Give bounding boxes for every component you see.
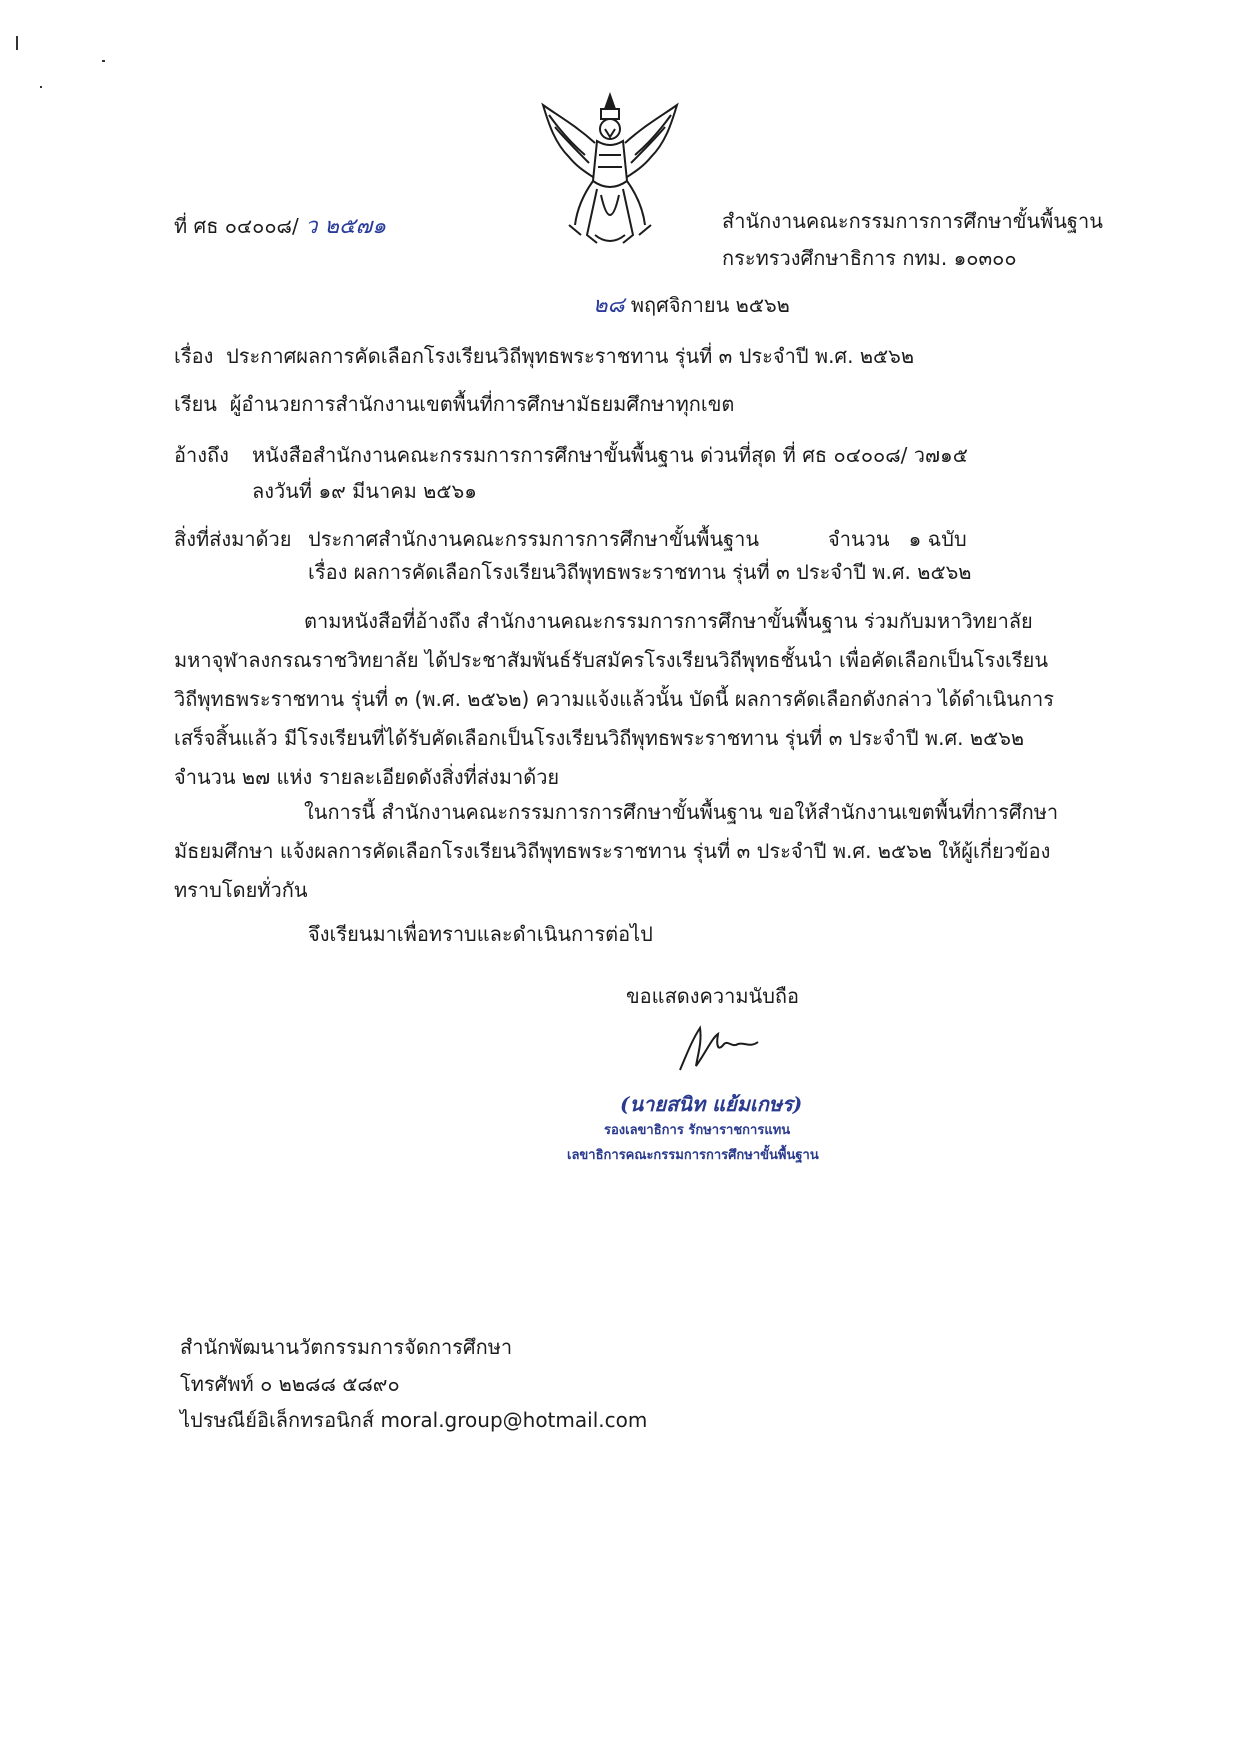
subject-label: เรื่อง	[174, 344, 214, 368]
body-paragraph-2	[174, 793, 1058, 910]
enclosure-count: จำนวน ๑ ฉบับ	[828, 527, 967, 551]
office-line-1: สำนักงานคณะกรรมการการศึกษาขั้นพื้นฐาน	[722, 209, 1103, 233]
body-p1-line-1: ตามหนังสือที่อ้างถึง สำนักงานคณะกรรมการการศึกษาขั้นพื้นฐาน ร่วมกับมหาวิทยาลัย	[304, 609, 1033, 633]
enclosure-label: สิ่งที่ส่งมาด้วย	[174, 527, 292, 551]
body-p1-line-3: วิถีพุทธพระราชทาน รุ่นที่ ๓ (พ.ศ. ๒๕๖๒) ความแจ้งแล้วนั้น บัดนี้ ผลการคัดเลือกดังกล่าว ได้ดำเนินการ	[174, 687, 1054, 711]
letter-date	[593, 290, 790, 321]
subject-text: ประกาศผลการคัดเลือกโรงเรียนวิถีพุทธพระราชทาน รุ่นที่ ๓ ประจำปี พ.ศ. ๒๕๖๒	[226, 344, 915, 368]
body-p1-line-2: มหาจุฬาลงกรณราชวิทยาลัย ได้ประชาสัมพันธ์รับสมัครโรงเรียนวิถีพุทธชั้นนำ เพื่อคัดเลือกเป็นโรงเรียน	[174, 648, 1048, 672]
signer-name: (นายสนิท แย้มเกษร)	[620, 1092, 803, 1116]
garuda-emblem-icon	[535, 85, 685, 250]
closing-sentence: จึงเรียนมาเพื่อทราบและดำเนินการต่อไป	[308, 922, 653, 946]
enclosure-line-2: เรื่อง ผลการคัดเลือกโรงเรียนวิถีพุทธพระราชทาน รุ่นที่ ๓ ประจำปี พ.ศ. ๒๕๖๒	[308, 560, 972, 584]
reference-line-2: ลงวันที่ ๑๙ มีนาคม ๒๕๖๑	[252, 479, 477, 503]
scan-speck	[40, 86, 42, 88]
scan-speck	[16, 36, 18, 50]
body-p2-line-3: ทราบโดยทั่วกัน	[174, 878, 308, 902]
regards-text: ขอแสดงความนับถือ	[626, 984, 800, 1008]
reference-line-1: หนังสือสำนักงานคณะกรรมการการศึกษาขั้นพื้นฐาน ด่วนที่สุด ที่ ศธ ๐๔๐๐๘/ ว๗๑๕	[252, 443, 968, 467]
footer-phone: โทรศัพท์ ๐ ๒๒๘๘ ๕๘๙๐	[180, 1372, 400, 1396]
reference-number	[174, 211, 386, 242]
signature-mark-icon	[672, 1018, 762, 1076]
subject-line	[174, 341, 914, 371]
body-p1-line-4: เสร็จสิ้นแล้ว มีโรงเรียนที่ได้รับคัดเลือกเป็นโรงเรียนวิถีพุทธพระราชทาน รุ่นที่ ๓ ประจำปี พ.ศ. ๒๕๖๒	[174, 726, 1025, 750]
reference-label: อ้างถึง	[174, 443, 229, 467]
date-day-handwritten: ๒๘	[593, 293, 625, 318]
body-paragraph-1	[174, 602, 1054, 797]
signer-title-1: รองเลขาธิการ รักษาราชการแทน	[604, 1123, 791, 1138]
body-p1-line-5: จำนวน ๒๗ แห่ง รายละเอียดดังสิ่งที่ส่งมาด้วย	[174, 765, 560, 789]
body-p2-line-1: ในการนี้ สำนักงานคณะกรรมการการศึกษาขั้นพื้นฐาน ขอให้สำนักงานเขตพื้นที่การศึกษา	[304, 800, 1059, 824]
enclosure-line-1: ประกาศสำนักงานคณะกรรมการการศึกษาขั้นพื้นฐาน	[308, 527, 760, 551]
office-line-2: กระทรวงศึกษาธิการ กทม. ๑๐๓๐๐	[722, 246, 1017, 270]
signer-title-2: เลขาธิการคณะกรรมการการศึกษาขั้นพื้นฐาน	[567, 1148, 819, 1163]
recipient-text: ผู้อำนวยการสำนักงานเขตพื้นที่การศึกษามัธยมศึกษาทุกเขต	[229, 392, 735, 416]
recipient-label: เรียน	[174, 392, 217, 416]
footer-unit: สำนักพัฒนานวัตกรรมการจัดการศึกษา	[180, 1335, 513, 1359]
footer-email: ไปรษณีย์อิเล็กทรอนิกส์ moral.group@hotmail.com	[180, 1408, 648, 1432]
body-p2-line-2: มัธยมศึกษา แจ้งผลการคัดเลือกโรงเรียนวิถีพุทธพระราชทาน รุ่นที่ ๓ ประจำปี พ.ศ. ๒๕๖๒ ให้ผู้เกี่ยวข้อง	[174, 839, 1051, 863]
reference-prefix: ที่ ศธ ๐๔๐๐๘/	[174, 214, 299, 238]
date-month-year: พฤศจิกายน ๒๕๖๒	[630, 293, 790, 317]
recipient-line	[174, 389, 734, 419]
reference-handwritten-number: ว ๒๕๗๑	[305, 214, 387, 239]
scan-speck	[102, 60, 105, 62]
